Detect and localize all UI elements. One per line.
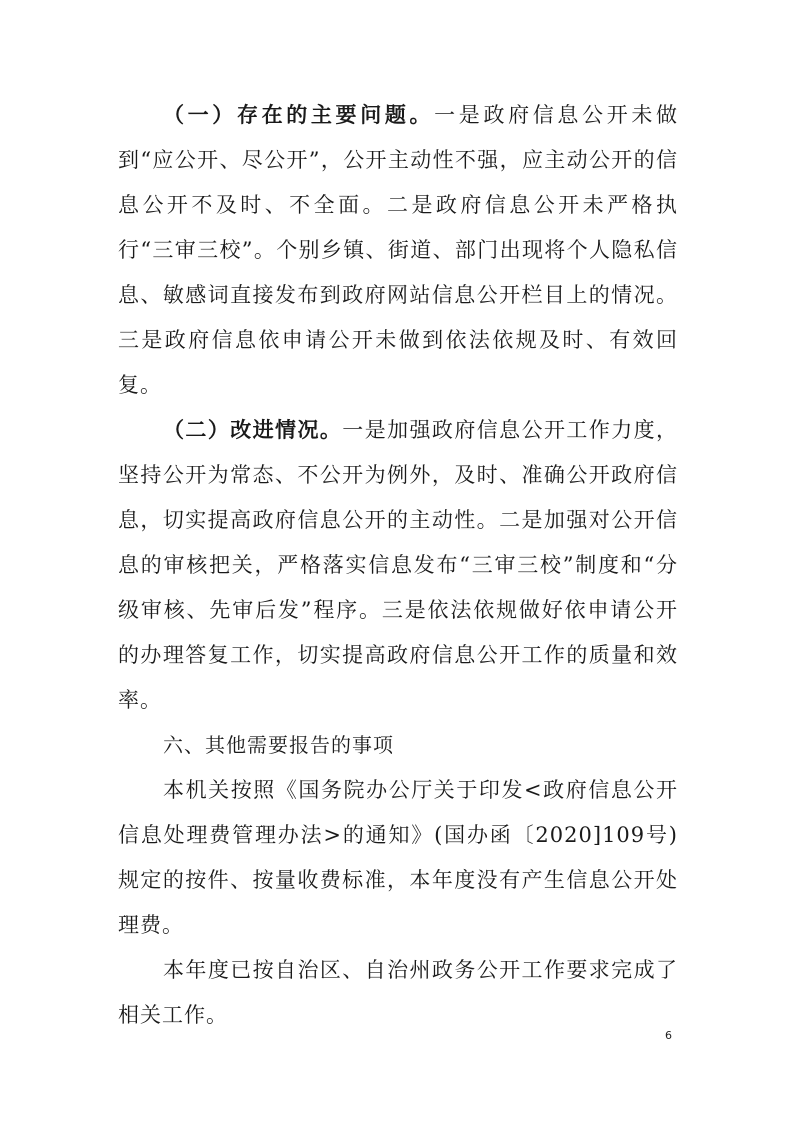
paragraph-existing-problems [118, 93, 678, 408]
paragraph-improvements [118, 408, 678, 723]
document-body [118, 93, 678, 1038]
subheading-improvements: （二）改进情况。 [163, 418, 343, 442]
paragraph-completed-work: 本年度已按自治区、自治州政务公开工作要求完成了相关工作。 [118, 958, 678, 1027]
section-heading-other-matters: 六、其他需要报告的事项 [163, 733, 394, 757]
paragraph-processing-fee: 本机关按照《国务院办公厅关于印发<政府信息公开信息处理费管理办法>的通知》(国办函〔2020]109号)规定的按件、按量收费标准，本年度没有产生信息公开处理费。 [118, 778, 678, 937]
page-number: 6 [665, 1029, 672, 1042]
paragraph-text: 一是加强政府信息公开工作力度，坚持公开为常态、不公开为例外，及时、准确公开政府信息，切实提高政府信息公开的主动性。二是加强对公开信息的审核把关，严格落实信息发布“三审三校”制度和“分级审核、先审后发”程序。三是依法依规做好依申请公开的办理答复工作，切实提高政府信息公开工作的质量和效率。 [118, 418, 679, 712]
subheading-existing-problems: （一）存在的主要问题。 [163, 103, 435, 127]
paragraph-text: 一是政府信息公开未做到“应公开、尽公开”，公开主动性不强，应主动公开的信息公开不及时、不全面。二是政府信息公开未严格执行“三审三校”。个别乡镇、街道、部门出现将个人隐私信息、敏感词直接发布到政府网站信息公开栏目上的情况。三是政府信息依申请公开未做到依法依规及时、有效回复。 [118, 103, 679, 397]
